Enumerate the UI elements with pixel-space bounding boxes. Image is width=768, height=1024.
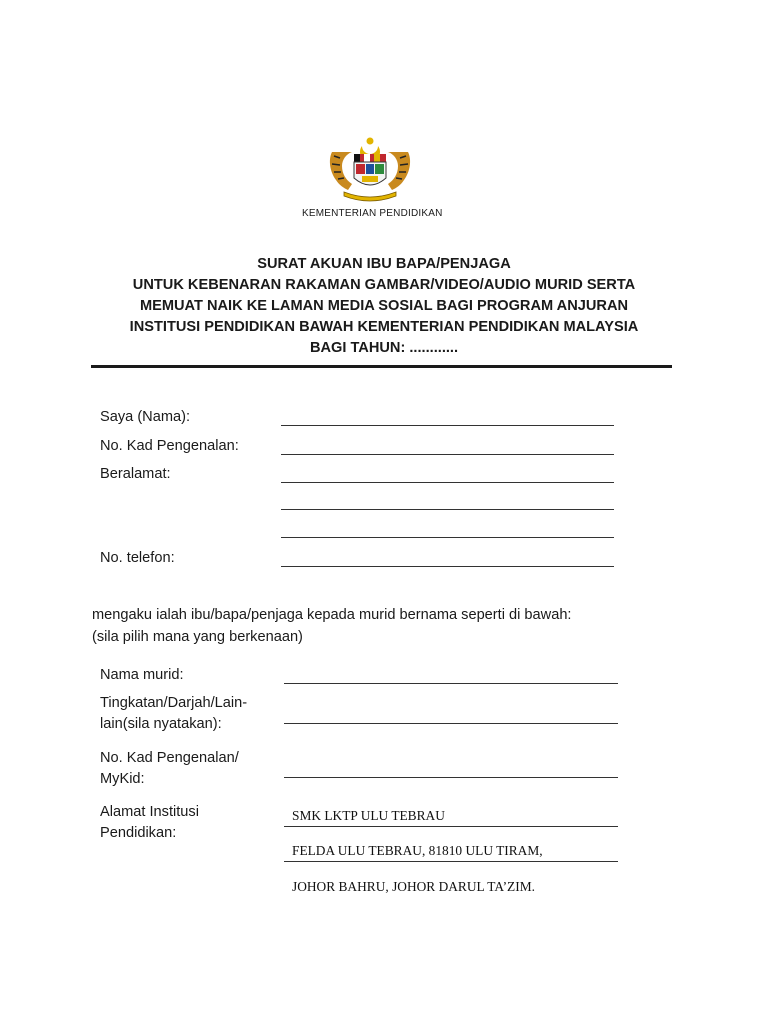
coat-of-arms-icon	[326, 132, 414, 204]
student-level-label-line: lain(sila nyatakan):	[100, 716, 222, 732]
ministry-name: KEMENTERIAN PENDIDIKAN	[302, 208, 443, 219]
declaration-note: (sila pilih mana yang berkenaan)	[92, 629, 303, 645]
student-level-label	[100, 693, 247, 735]
parent-phone-label: No. telefon:	[100, 550, 175, 566]
student-ic-label	[100, 748, 239, 790]
student-level-label-line: Tingkatan/Darjah/Lain-	[100, 695, 248, 711]
institution-address-line-2: FELDA ULU TEBRAU, 81810 ULU TIRAM,	[292, 843, 543, 858]
student-level-field[interactable]	[284, 723, 618, 724]
title-divider	[91, 365, 672, 368]
parent-address-field-1[interactable]	[281, 482, 614, 483]
student-name-label: Nama murid:	[100, 667, 184, 683]
parent-ic-label: No. Kad Pengenalan:	[100, 438, 239, 454]
parent-phone-field[interactable]	[281, 566, 614, 567]
parent-name-field[interactable]	[281, 425, 614, 426]
title-line: BAGI TAHUN: ............	[309, 340, 459, 356]
form-title	[90, 254, 678, 359]
institution-address-label	[100, 802, 199, 844]
title-line: INSTITUSI PENDIDIKAN BAWAH KEMENTERIAN PENDIDIKAN MALAYSIA	[129, 319, 639, 335]
student-name-field[interactable]	[284, 683, 618, 684]
title-line: MEMUAT NAIK KE LAMAN MEDIA SOSIAL BAGI PROGRAM ANJURAN	[139, 298, 629, 314]
institution-address-line-3: JOHOR BAHRU, JOHOR DARUL TA’ZIM.	[292, 879, 535, 894]
parent-address-field-2[interactable]	[281, 509, 614, 510]
parent-ic-field[interactable]	[281, 454, 614, 455]
title-line: SURAT AKUAN IBU BAPA/PENJAGA	[257, 256, 511, 272]
student-ic-field[interactable]	[284, 777, 618, 778]
parent-address-label: Beralamat:	[100, 466, 171, 482]
institution-label-line: Alamat Institusi	[100, 804, 199, 820]
title-line: UNTUK KEBENARAN RAKAMAN GAMBAR/VIDEO/AUDIO MURID SERTA	[132, 277, 636, 293]
institution-label-line: Pendidikan:	[100, 825, 177, 841]
declaration-text	[92, 604, 572, 648]
declaration-line: mengaku ialah ibu/bapa/penjaga kepada murid bernama seperti di bawah:	[92, 607, 572, 623]
institution-address-field-1[interactable]	[284, 826, 618, 827]
parent-address-field-3[interactable]	[281, 537, 614, 538]
institution-address-field-2[interactable]	[284, 861, 618, 862]
institution-address-line-1: SMK LKTP ULU TEBRAU	[292, 808, 445, 823]
parent-name-label: Saya (Nama):	[100, 409, 191, 425]
student-ic-label-line: MyKid:	[100, 771, 145, 787]
student-ic-label-line: No. Kad Pengenalan/	[100, 750, 239, 766]
